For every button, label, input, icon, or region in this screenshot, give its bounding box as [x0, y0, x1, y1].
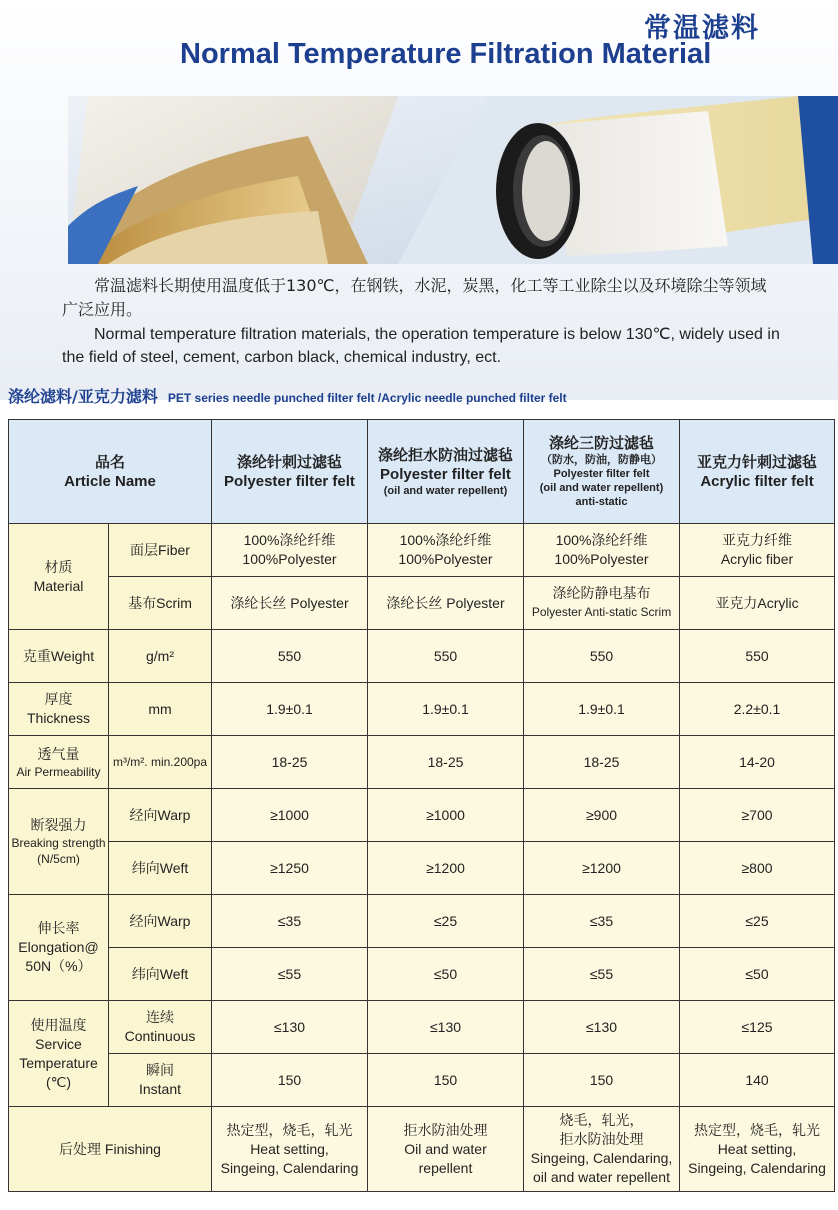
row-material-fiber	[9, 524, 835, 577]
header-product-2: 涤纶拒水防油过滤毡 Polyester filter felt (oil and water repellent)	[368, 420, 524, 524]
cell-finishing-2: 拒水防油处理 Oil and water repellent	[368, 1107, 524, 1192]
row-elongation-warp	[9, 895, 835, 948]
page-title-en: Normal Temperature Filtration Material	[180, 38, 712, 70]
cell-weight-2: 550	[368, 630, 524, 683]
cell-permeability-4: 14-20	[680, 736, 835, 789]
cell-breaking-warp-4: ≥700	[680, 789, 835, 842]
header-article-name: 品名 Article Name	[9, 420, 212, 524]
label-elongation-warp: 经向Warp	[109, 895, 212, 948]
cell-instant-2: 150	[368, 1054, 524, 1107]
spec-table	[8, 419, 835, 1192]
label-elongation-weft: 纬向Weft	[109, 948, 212, 1001]
cell-breaking-warp-3: ≥900	[524, 789, 680, 842]
cell-scrim-4: 亚克力Acrylic	[680, 577, 835, 630]
row-breaking-warp	[9, 789, 835, 842]
label-scrim: 基布Scrim	[109, 577, 212, 630]
label-weight: 克重Weight	[9, 630, 109, 683]
cell-weight-1: 550	[212, 630, 368, 683]
cell-permeability-1: 18-25	[212, 736, 368, 789]
row-material-scrim	[9, 577, 835, 630]
unit-thickness: mm	[109, 683, 212, 736]
cell-breaking-warp-1: ≥1000	[212, 789, 368, 842]
cell-thickness-4: 2.2±0.1	[680, 683, 835, 736]
cell-finishing-4: 热定型，烧毛，轧光 Heat setting, Singeing, Calendaring	[680, 1107, 835, 1192]
row-breaking-weft	[9, 842, 835, 895]
cell-elongation-weft-4: ≤50	[680, 948, 835, 1001]
cell-instant-4: 140	[680, 1054, 835, 1107]
product-photo	[68, 96, 838, 264]
cell-weight-4: 550	[680, 630, 835, 683]
header-product-4: 亚克力针刺过滤毡 Acrylic filter felt	[680, 420, 835, 524]
label-breaking-weft: 纬向Weft	[109, 842, 212, 895]
cell-instant-1: 150	[212, 1054, 368, 1107]
section-heading	[8, 384, 567, 407]
cell-breaking-weft-2: ≥1200	[368, 842, 524, 895]
label-permeability: 透气量 Air Permeability	[9, 736, 109, 789]
label-temperature: 使用温度 Service Temperature (℃)	[9, 1001, 109, 1107]
row-temperature-instant	[9, 1054, 835, 1107]
cell-instant-3: 150	[524, 1054, 680, 1107]
table-header-row	[9, 420, 835, 524]
cell-thickness-3: 1.9±0.1	[524, 683, 680, 736]
section-title-en: PET series needle punched filter felt /Acrylic needle punched filter felt	[167, 391, 567, 405]
cell-fiber-3: 100%涤纶纤维 100%Polyester	[524, 524, 680, 577]
unit-weight: g/m²	[109, 630, 212, 683]
cell-weight-3: 550	[524, 630, 680, 683]
cell-breaking-warp-2: ≥1000	[368, 789, 524, 842]
label-continuous: 连续 Continuous	[109, 1001, 212, 1054]
label-instant: 瞬间 Instant	[109, 1054, 212, 1107]
row-temperature-continuous	[9, 1001, 835, 1054]
cell-fiber-2: 100%涤纶纤维 100%Polyester	[368, 524, 524, 577]
cell-scrim-1: 涤纶长丝 Polyester	[212, 577, 368, 630]
cell-elongation-warp-3: ≤35	[524, 895, 680, 948]
cell-finishing-3: 烧毛，轧光， 拒水防油处理 Singeing, Calendaring, oil and water repellent	[524, 1107, 680, 1192]
label-material: 材质 Material	[9, 524, 109, 630]
cell-elongation-weft-2: ≤50	[368, 948, 524, 1001]
unit-permeability: m³/m². min.200pa	[109, 736, 212, 789]
cell-fiber-4: 亚克力纤维 Acrylic fiber	[680, 524, 835, 577]
cell-permeability-3: 18-25	[524, 736, 680, 789]
intro-text-en: Normal temperature filtration materials, the operation temperature is below 130℃, widely used in the field of steel, cement, carbon black, chemical industry, ect.	[62, 326, 780, 366]
label-thickness: 厚度 Thickness	[9, 683, 109, 736]
cell-finishing-1: 热定型，烧毛，轧光 Heat setting, Singeing, Calendaring	[212, 1107, 368, 1192]
row-permeability	[9, 736, 835, 789]
header-product-1: 涤纶针刺过滤毡 Polyester filter felt	[212, 420, 368, 524]
row-elongation-weft	[9, 948, 835, 1001]
cell-elongation-warp-1: ≤35	[212, 895, 368, 948]
cell-thickness-2: 1.9±0.1	[368, 683, 524, 736]
intro-text-cn: 常温滤料长期使用温度低于130℃，在钢铁，水泥，炭黑，化工等工业除尘以及环境除尘等领域广泛应用。	[62, 276, 767, 319]
label-breaking-warp: 经向Warp	[109, 789, 212, 842]
cell-elongation-warp-2: ≤25	[368, 895, 524, 948]
cell-continuous-1: ≤130	[212, 1001, 368, 1054]
cell-continuous-4: ≤125	[680, 1001, 835, 1054]
filter-material-illustration	[68, 96, 838, 264]
header-product-3: 涤纶三防过滤毡 （防水，防油，防静电） Polyester filter felt (oil and water repellent) anti-static	[524, 420, 680, 524]
cell-permeability-2: 18-25	[368, 736, 524, 789]
cell-fiber-1: 100%涤纶纤维 100%Polyester	[212, 524, 368, 577]
cell-breaking-weft-1: ≥1250	[212, 842, 368, 895]
label-elongation: 伸长率 Elongation@ 50N（%）	[9, 895, 109, 1001]
cell-scrim-3: 涤纶防静电基布 Polyester Anti-static Scrim	[524, 577, 680, 630]
row-weight	[9, 630, 835, 683]
cell-breaking-weft-3: ≥1200	[524, 842, 680, 895]
cell-elongation-weft-3: ≤55	[524, 948, 680, 1001]
cell-continuous-2: ≤130	[368, 1001, 524, 1054]
label-finishing: 后处理 Finishing	[9, 1107, 212, 1192]
cell-thickness-1: 1.9±0.1	[212, 683, 368, 736]
row-finishing	[9, 1107, 835, 1192]
label-breaking: 断裂强力 Breaking strength (N/5cm)	[9, 789, 109, 895]
page-title-cn: 常温滤料	[644, 13, 760, 44]
cell-scrim-2: 涤纶长丝 Polyester	[368, 577, 524, 630]
cell-breaking-weft-4: ≥800	[680, 842, 835, 895]
cell-elongation-weft-1: ≤55	[212, 948, 368, 1001]
section-title-cn: 涤纶滤料/亚克力滤料	[8, 387, 158, 406]
cell-continuous-3: ≤130	[524, 1001, 680, 1054]
cell-elongation-warp-4: ≤25	[680, 895, 835, 948]
label-fiber: 面层Fiber	[109, 524, 212, 577]
row-thickness	[9, 683, 835, 736]
